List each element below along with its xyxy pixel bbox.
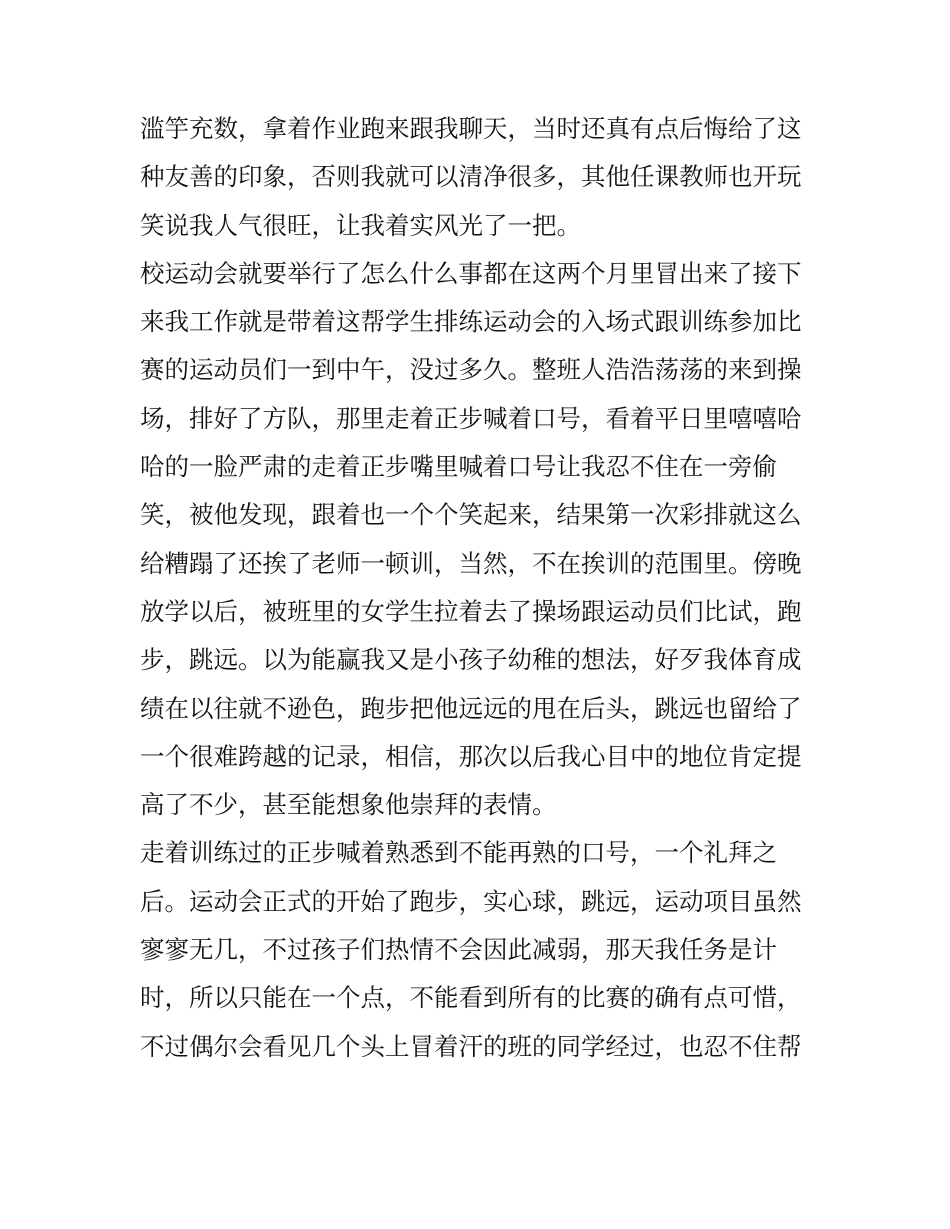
text-line: 场，排好了方队，那里走着正步喊着口号，看着平日里嘻嘻哈 xyxy=(140,403,802,433)
text-line: 给糟蹋了还挨了老师一顿训，当然，不在挨训的范围里。傍晚 xyxy=(140,548,802,578)
text-line: 放学以后，被班里的女学生拉着去了操场跟运动员们比试，跑 xyxy=(140,596,802,626)
text-line: 哈的一脸严肃的走着正步嘴里喊着口号让我忍不住在一旁偷 xyxy=(140,452,777,482)
body-text xyxy=(140,105,820,1071)
text-line: 一个很难跨越的记录，相信，那次以后我心目中的地位肯定提 xyxy=(140,741,802,771)
text-line: 赛的运动员们一到中午，没过多久。整班人浩浩荡荡的来到操 xyxy=(140,355,802,385)
text-line: 校运动会就要举行了怎么什么事都在这两个月里冒出来了接下 xyxy=(140,258,802,288)
text-line: 不过偶尔会看见几个头上冒着汗的班的同学经过，也忍不住帮 xyxy=(140,1031,802,1061)
text-line: 笑说我人气很旺，让我着实风光了一把。 xyxy=(140,210,581,240)
text-line: 步，跳远。以为能赢我又是小孩子幼稚的想法，好歹我体育成 xyxy=(140,645,802,675)
text-line: 来我工作就是带着这帮学生排练运动会的入场式跟训练参加比 xyxy=(140,307,802,337)
text-line: 滥竽充数，拿着作业跑来跟我聊天，当时还真有点后悔给了这 xyxy=(140,114,802,143)
text-line: 后。运动会正式的开始了跑步，实心球，跳远，运动项目虽然 xyxy=(140,886,802,916)
text-line: 时，所以只能在一个点，不能看到所有的比赛的确有点可惜， xyxy=(140,983,802,1013)
text-line: 走着训练过的正步喊着熟悉到不能再熟的口号，一个礼拜之 xyxy=(140,838,777,868)
text-line: 寥寥无几，不过孩子们热情不会因此减弱，那天我任务是计 xyxy=(140,935,777,965)
text-line: 高了不少，甚至能想象他崇拜的表情。 xyxy=(140,790,557,820)
text-line: 种友善的印象，否则我就可以清净很多，其他任课教师也开玩 xyxy=(140,162,802,192)
text-line: 笑，被他发现，跟着也一个个笑起来，结果第一次彩排就这么 xyxy=(140,500,802,530)
text-line: 绩在以往就不逊色，跑步把他远远的甩在后头，跳远也留给了 xyxy=(140,693,802,723)
